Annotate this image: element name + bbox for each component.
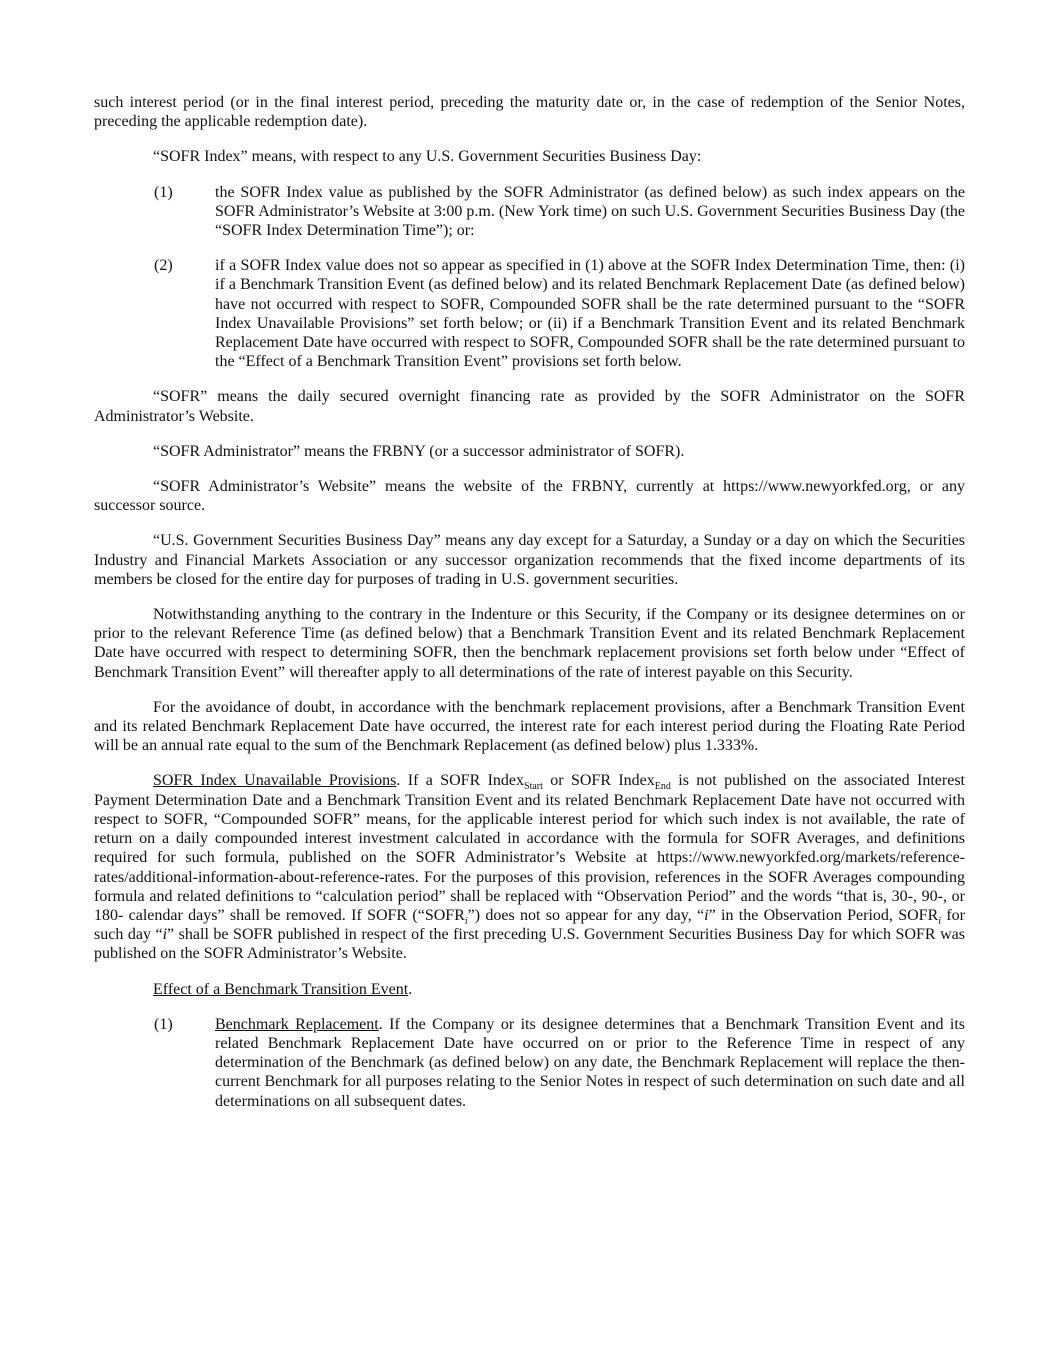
effect-heading-line: Effect of a Benchmark Transition Event. <box>153 980 413 998</box>
item-number: (1) <box>154 183 173 201</box>
item-text: Benchmark Replacement. If the Company or its designee determines that a Benchmark Transition Event and its related Benchmark Replacement Date have occurred on or prior to the Reference Time in respect of any determination of the Benchmark (as defined below) on any date, the Benchmark Replacement will replace the then-current Benchmark for all purposes relating to the Senior Notes in respect of such determination on such date and all determinations on all subsequent dates. <box>215 1015 966 1110</box>
effect-item-1 <box>94 1015 965 1111</box>
item-text: if a SOFR Index value does not so appear as specified in (1) above at the SOFR Index Determination Time, then: (i) if a Benchmark Transition Event (as defined below) and its related Benchmark Replacement Date (as defined below) have not occurred with respect to SOFR, Compounded SOFR shall be the rate determined pursuant to the “SOFR Index Unavailable Provisions” set forth below; or (ii) if a Benchmark Transition Event and its related Benchmark Replacement Date have occurred with respect to SOFR, Compounded SOFR shall be the rate determined pursuant to the “Effect of a Benchmark Transition Event” provisions set forth below. <box>215 257 965 371</box>
subscript-start: Start <box>524 781 543 793</box>
item-text: the SOFR Index value as published by the SOFR Administrator (as defined below) as such index appears on the SOFR Administrator’s Website at 3:00 p.m. (New York time) on such U.S. Government Securities Business Day (the “SOFR Index Determination Time”); or: <box>215 183 965 240</box>
avoidance-of-doubt-paragraph: For the avoidance of doubt, in accordance with the benchmark replacement provisions, after a Benchmark Transition Event and its related Benchmark Replacement Date have occurred, the interest rate for each interest period during the Floating Rate Period will be an annual rate equal to the sum of the Benchmark Replacement (as defined below) plus 1.333%. <box>94 698 965 755</box>
benchmark-replacement-label: Benchmark Replacement <box>215 1015 379 1033</box>
intro-continuation: such interest period (or in the final interest period, preceding the maturity date or, in the case of redemption of the Senior Notes, preceding the applicable redemption date). <box>94 94 965 131</box>
unavailable-provisions-heading: SOFR Index Unavailable Provisions <box>153 772 397 790</box>
item-number: (2) <box>154 257 173 275</box>
sofr-administrator-website-definition: “SOFR Administrator’s Website” means the website of the FRBNY, currently at https://www.newyorkfed.org, or any successor source. <box>94 478 965 515</box>
sofr-definition: “SOFR” means the daily secured overnight financing rate as provided by the SOFR Administrator on the SOFR Administrator’s Website. <box>94 388 965 425</box>
item-number: (1) <box>154 1015 173 1033</box>
document-page <box>94 93 965 1127</box>
effect-heading: Effect of a Benchmark Transition Event <box>153 980 409 998</box>
sofr-administrator-definition: “SOFR Administrator” means the FRBNY (or a successor administrator of SOFR). <box>153 442 685 460</box>
sofr-index-item-2 <box>94 256 965 371</box>
unavailable-provisions-paragraph: SOFR Index Unavailable Provisions. If a SOFR Index$_{Start}$ or SOFR Index$_{End}$ is not published on the associated Interest Payment Determination Date and a Benchmark Transition Event and its related Benchmark Replacement Date have not occurred with respect to SOFR, “Compounded SOFR” means, for the applicable interest period for which such index is not available, the rate of return on a daily compounded interest investment calculated in accordance with the formula for SOFR Averages, and definitions required for such formula, published on the SOFR Administrator’s Website at https://www.newyorkfed.org/markets/reference-rates/additional-information-about-reference-rates. For the purposes of this provision, references in the SOFR Averages compounding formula and related definitions to “calculation period” shall be replaced with “Observation Period” and the words “that is, 30-, 90-, or 180- calendar days” shall be removed. If SOFR $(“SOFR_i”)$ does not so appear for any day, “i” in the Observation Period, $SOFR_i$ for such day “i” shall be SOFR published in respect of the first preceding U.S. Government Securities Business Day for which SOFR was published on the SOFR Administrator’s Website. <box>94 772 965 963</box>
sofr-index-item-1 <box>94 183 965 241</box>
us-gov-business-day-definition: “U.S. Government Securities Business Day” means any day except for a Saturday, a Sunday or a day on which the Securities Industry and Financial Markets Association or any successor organization recommends that the fixed income departments of its members be closed for the entire day for purposes of trading in U.S. government securities. <box>94 532 965 588</box>
subscript-end: End <box>654 781 671 793</box>
subscript-i: i <box>464 916 468 928</box>
notwithstanding-paragraph: Notwithstanding anything to the contrary in the Indenture or this Security, if the Company or its designee determines on or prior to the relevant Reference Time (as defined below) that a Benchmark Transition Event and its related Benchmark Replacement Date have occurred with respect to determining SOFR, then the benchmark replacement provisions set forth below under “Effect of Benchmark Transition Event” will thereafter apply to all determinations of the rate of interest payable on this Security. <box>94 606 965 681</box>
sofr-index-definition: “SOFR Index” means, with respect to any U.S. Government Securities Business Day: <box>153 148 702 166</box>
